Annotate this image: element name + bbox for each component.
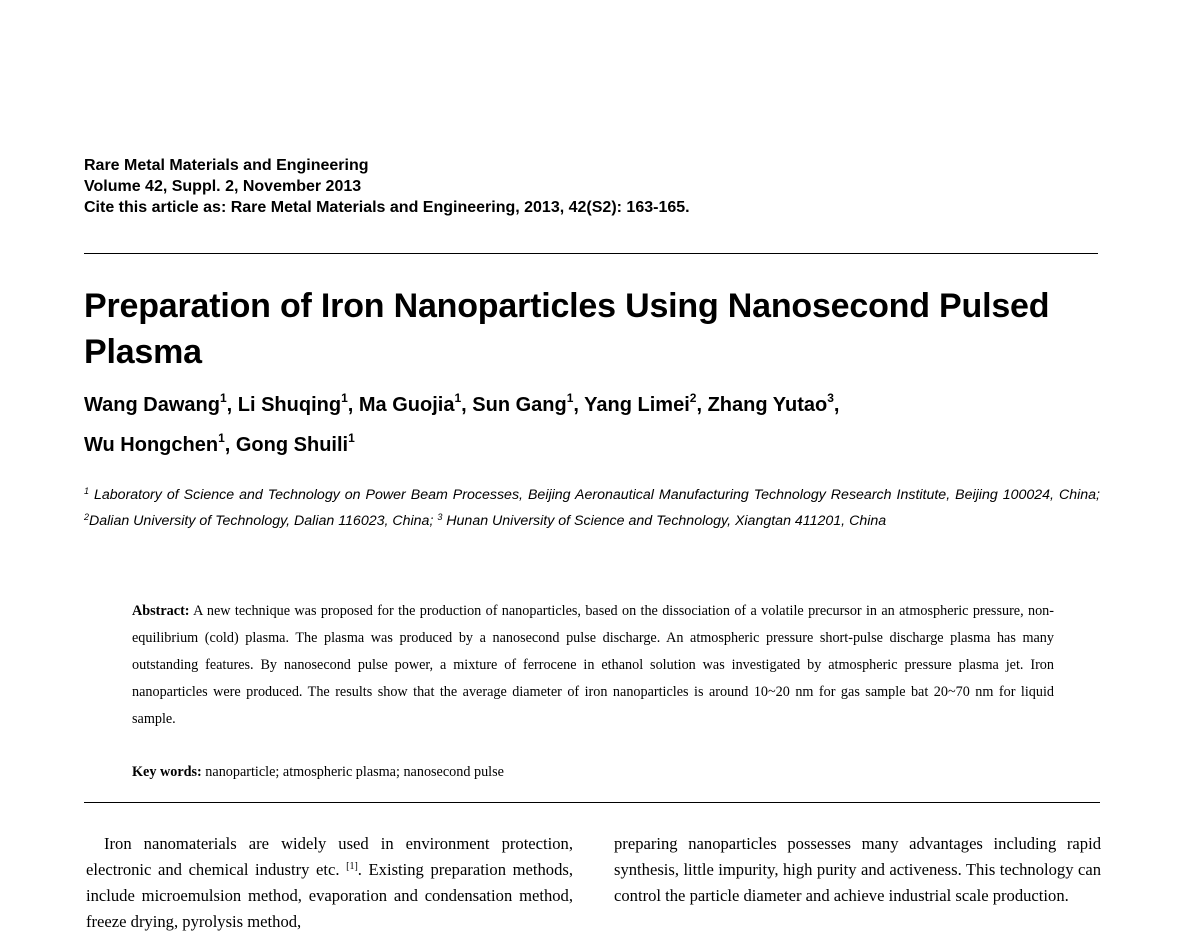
body-text: Iron nanomaterials are widely used in environment protection, electronic and chemical industry etc. [86,834,573,879]
author-list [84,390,1124,470]
citation-line: Cite this article as: Rare Metal Materials and Engineering, 2013, 42(S2): 163-165. [84,199,690,216]
affiliations [84,482,1100,534]
author-line-2: Wu Hongchen$^1$, Gong Shuili$^1$ [84,431,355,456]
author-affiliation-mark: 1 [566,391,574,405]
author-line-1: Wang Dawang$^1$, Li Shuqing$^1$, Ma Guojia$^1$, Sun Gang$^1$, Yang Limei$^2$, Zhang Yutao$^3$, [84,391,840,416]
keywords-label: Key words: [132,764,202,780]
author-affiliation-mark: 2 [689,391,697,405]
author-affiliation-mark: 1 [341,391,348,405]
affiliation-mark: 2 [84,512,90,522]
body-column-left [86,831,573,935]
affiliation-text: Dalian University of Technology, Dalian 116023, China; [89,513,438,529]
author-affiliation-mark: 1 [348,431,355,445]
abstract-text: A new technique was proposed for the production of nanoparticles, based on the dissociation of a volatile precursor in an atmospheric pressure, non-equilibrium (cold) plasma. The plasma was produced by a nanosecond pulse discharge. An atmospheric pressure short-pulse discharge plasma has many outstanding features. By nanosecond pulse power, a mixture of ferrocene in ethanol solution was investigated by atmospheric pressure plasma jet. Iron nanoparticles were produced. The results show that the average diameter of iron nanoparticles is around 10~20 nm for gas sample bat 20~70 nm for liquid sample. [132,603,1054,727]
body-column-right [614,831,1101,909]
abstract-divider [84,802,1100,803]
affiliation-text: Hunan University of Science and Technology, Xiangtan 411201, China [442,513,887,529]
author-name: Yang Limei [584,394,690,416]
header-divider [84,253,1098,254]
author-name: Zhang Yutao [707,394,828,416]
author-affiliation-mark: 1 [218,431,225,445]
author-affiliation-mark: 1 [219,391,227,405]
affiliation-mark: 1 [84,486,90,496]
citation-reference: [1] [346,861,358,872]
author-name: Sun Gang [472,394,567,416]
affiliation-text: Laboratory of Science and Technology on Power Beam Processes, Beijing Aeronautical Manufacturing Technology Research Institute, Beijing 100024, China; [89,487,1100,503]
keywords [132,759,504,785]
journal-name: Rare Metal Materials and Engineering [84,157,369,174]
author-name: Gong Shuili [235,434,349,456]
keywords-text: nanoparticle; atmospheric plasma; nanosecond pulse [201,764,504,780]
journal-volume: Volume 42, Suppl. 2, November 2013 [84,178,362,195]
author-name: Wu Hongchen [84,434,219,456]
article-title: Preparation of Iron Nanoparticles Using Nanosecond Pulsed Plasma [84,287,1050,371]
author-name: Wang Dawang [84,394,220,416]
affiliation-mark: 3 [437,512,443,522]
author-affiliation-mark: 3 [827,391,834,405]
author-affiliation-mark: 1 [454,391,462,405]
author-name: Ma Guojia [358,394,455,416]
body-text: preparing nanoparticles possesses many advantages including rapid synthesis, little impurity, high purity and activeness. This technology can control the particle diameter and achieve industrial scale production. [614,834,1101,905]
author-name: Li Shuqing [237,394,342,416]
journal-header [84,155,690,218]
body-text: . Existing preparation methods, include microemulsion method, evaporation and condensation method, freeze drying, pyrolysis method, [86,860,573,931]
abstract-label: Abstract: [132,603,190,619]
abstract [132,598,1054,733]
